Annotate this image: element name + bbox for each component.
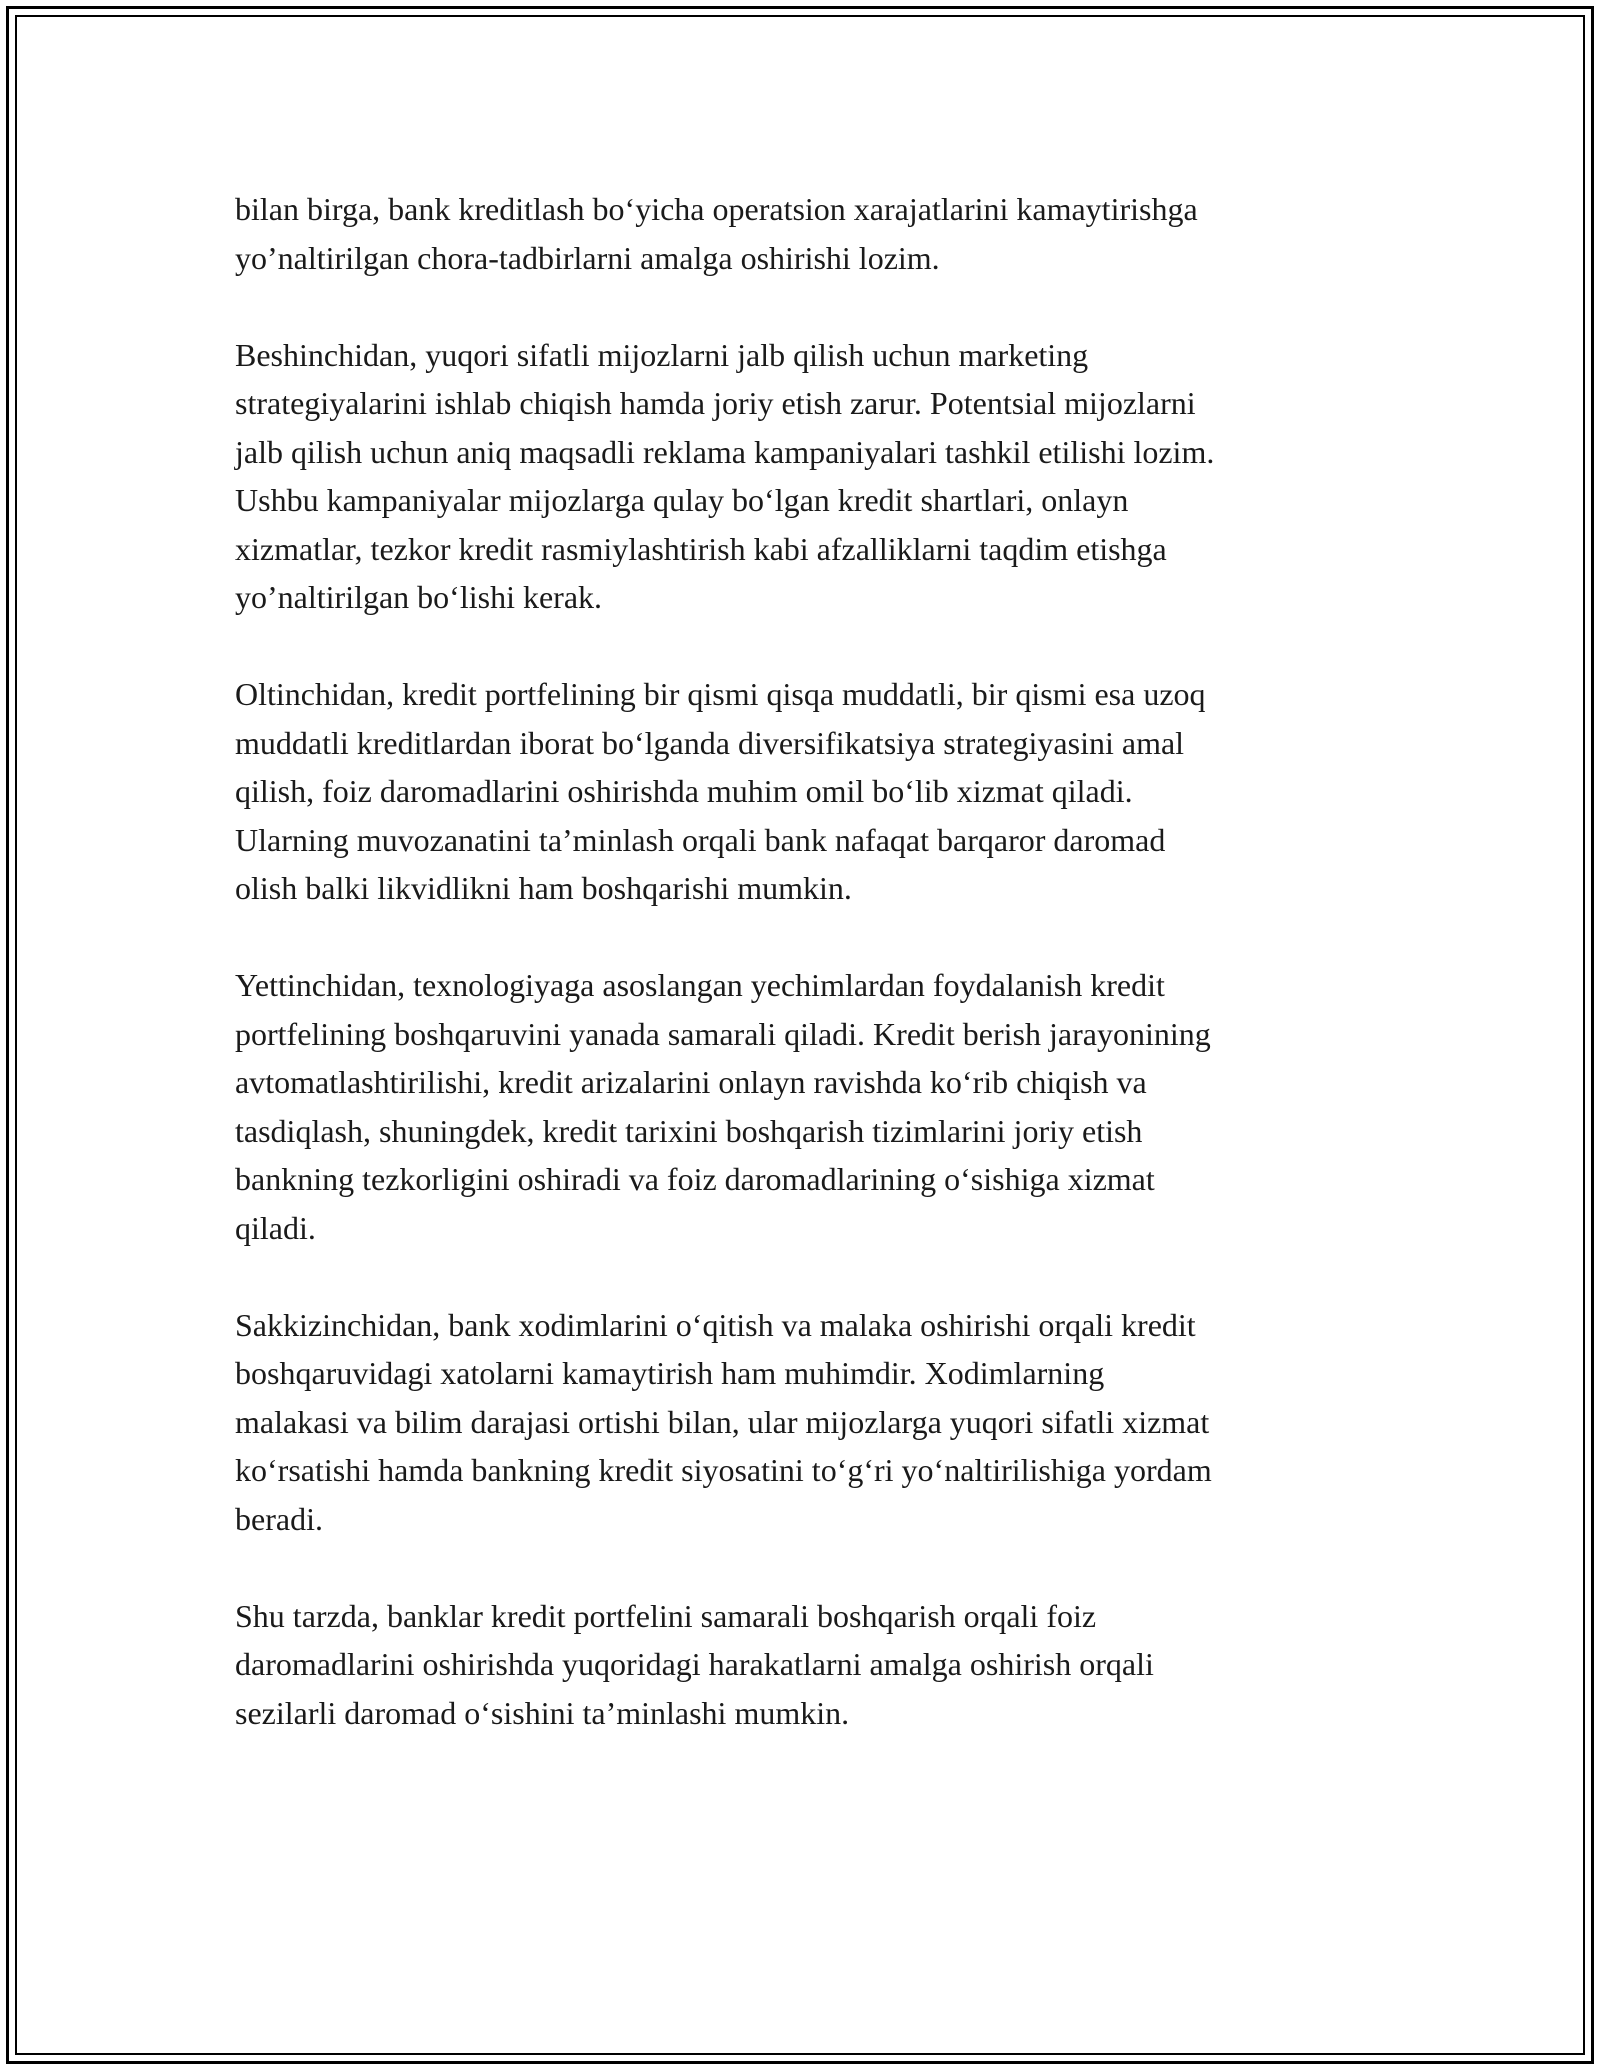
paragraph-3: Oltinchidan, kredit portfelining bir qismi qisqa muddatli, bir qismi esa uzoq muddatli kreditlardan iborat bo‘lganda diversifikatsiya strategiyasini amal qilish, foiz daromadlarini oshirishda muhim omil bo‘lib xizmat qiladi. Ularning muvozanatini ta’minlash orqali bank nafaqat barqaror daromad olish balki likvidlikni ham boshqarishi mumkin. bbox=[235, 676, 1206, 906]
paragraph-1: bilan birga, bank kreditlash bo‘yicha operatsion xarajatlarini kamaytirishga yo’naltirilgan chora-tadbirlarni amalga oshirishi lozim. bbox=[235, 191, 1198, 276]
paragraph-6: Shu tarzda, banklar kredit portfelini samarali boshqarish orqali foiz daromadlarini oshirishda yuqoridagi harakatlarni amalga oshirish orqali sezilarli daromad o‘sishini ta’minlashi mumkin. bbox=[235, 1597, 1154, 1731]
paragraph-5: Sakkizinchidan, bank xodimlarini o‘qitish va malaka oshirishi orqali kredit boshqaruvidagi xatolarni kamaytirish ham muhimdir. Xodimlarning malakasi va bilim darajasi ortishi bilan, ular mijozlarga yuqori sifatli xizmat ko‘rsatishi hamda bankning kredit siyosatini to‘g‘ri yo‘naltirilishiga yordam beradi. bbox=[235, 1306, 1212, 1537]
paragraph-4: Yettinchidan, texnologiyaga asoslangan yechimlardan foydalanish kredit portfelining boshqaruvini yanada samarali qiladi. Kredit berish jarayonining avtomatlashtirilishi, kredit arizalarini onlayn ravishda ko‘rib chiqish va tasdiqlash, shuningdek, kredit tarixini boshqarish tizimlarini joriy etish bankning tezkorligini oshiradi va foiz daromadlarining o‘sishiga xizmat qiladi. bbox=[235, 967, 1211, 1246]
document-body bbox=[235, 185, 1375, 1786]
paragraph-2: Beshinchidan, yuqori sifatli mijozlarni jalb qilish uchun marketing strategiyalarini ishlab chiqish hamda joriy etish zarur. Potentsial mijozlarni jalb qilish uchun aniq maqsadli reklama kampaniyalari tashkil etilishi lozim. Ushbu kampaniyalar mijozlarga qulay bo‘lgan kredit shartlari, onlayn xizmatlar, tezkor kredit rasmiylashtirish kabi afzalliklarni taqdim etishga yo’naltirilgan bo‘lishi kerak. bbox=[235, 336, 1215, 615]
